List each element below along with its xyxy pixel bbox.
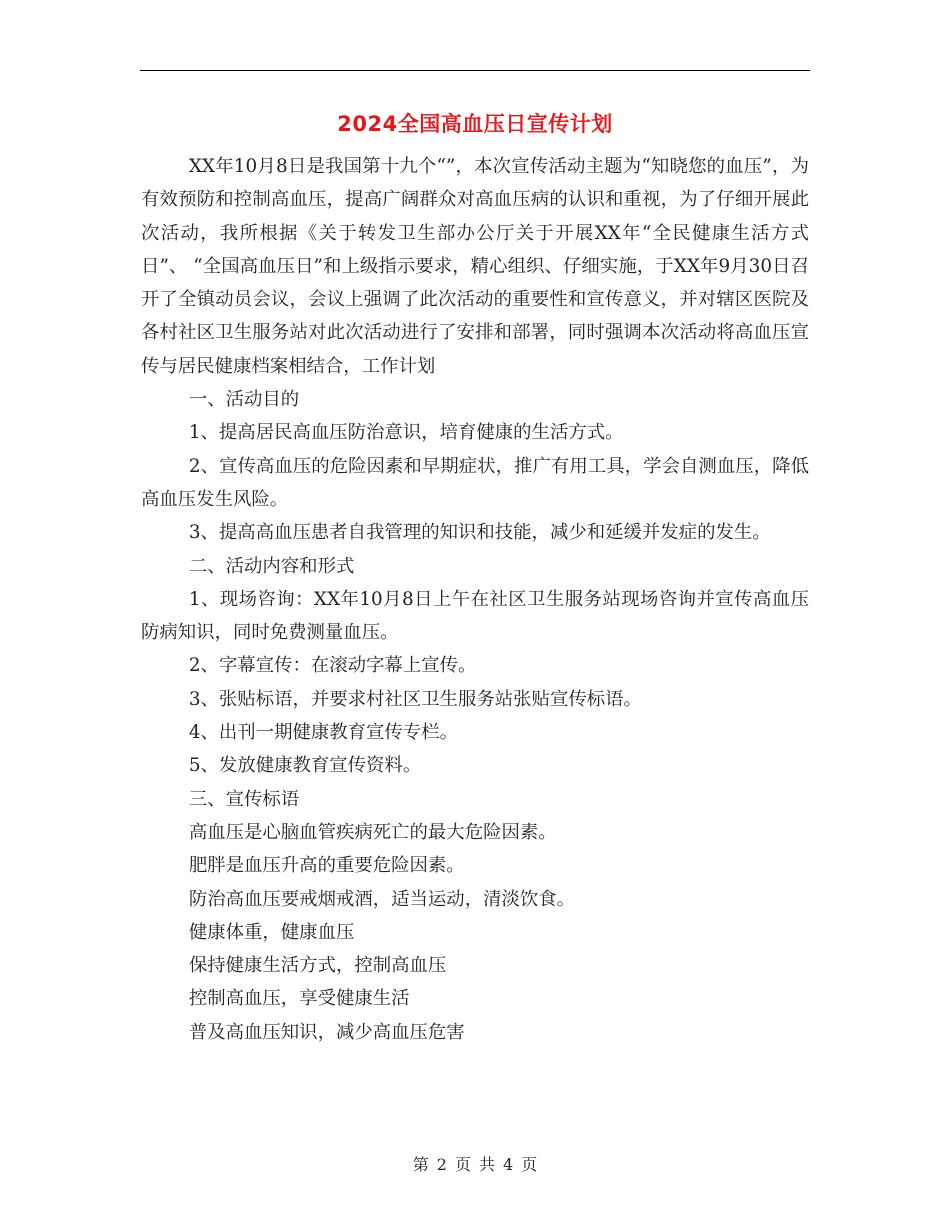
footer-page-word: 页 [454,1155,471,1174]
document-title: 2024全国高血压日宣传计划 [337,112,613,136]
footer-current-page: 2 [436,1155,447,1174]
purpose-item-2: 2、宣传高血压的危险因素和早期症状，推广有用工具，学会自测血压，降低高血压发生风险。 [141,455,809,510]
purpose-item-1: 1、提高居民高血压防治意识，培育健康的生活方式。 [188,422,624,444]
slogan-5: 保持健康生活方式，控制高血压 [188,955,447,977]
slogan-7: 普及高血压知识，减少高血压危害 [188,1021,465,1043]
footer-prefix: 第 [412,1155,429,1174]
slogan-6: 控制高血压，享受健康生活 [188,988,410,1010]
page-footer [0,1152,950,1175]
footer-total-pages: 4 [503,1155,514,1174]
intro-paragraph: XX年10月8日是我国第十九个“”，本次宣传活动主题为“知晓您的血压”，为有效预防和控制高血压，提高广阔群众对高血压病的认识和重视，为了仔细开展此次活动，我所根据《关于转发卫生部办公厅关于开展XX年“全民健康生活方式日”、 “全国高血压日”和上级指示要求，精心组织、仔细实施，于XX年9月30日召开了全镇动员会议，会议上强调了此次活动的重要性和宣传意义，并对辖区医院及各村社区卫生服务站对此次活动进行了安排和部署，同时强调本次活动将高血压宣传与居民健康档案相结合，工作计划 [141,156,809,377]
content-item-3: 3、张贴标语，并要求村社区卫生服务站张贴宣传标语。 [188,688,642,710]
content-item-2: 2、字幕宣传：在滚动字幕上宣传。 [188,655,477,677]
purpose-item-3: 3、提高高血压患者自我管理的知识和技能，减少和延缓并发症的发生。 [188,522,771,544]
content-item-5: 5、发放健康教育宣传资料。 [188,755,422,777]
header-rule [140,70,810,71]
content-item-1: 1、现场咨询：XX年10月8日上午在社区卫生服务站现场咨询并宣传高血压防病知识，同时免费测量血压。 [141,588,809,644]
section-heading-slogans: 三、宣传标语 [188,788,300,810]
footer-suffix: 页 [521,1155,538,1174]
slogan-3: 防治高血压要戒烟戒酒，适当运动，清淡饮食。 [188,888,576,910]
slogan-2: 肥胖是血压升高的重要危险因素。 [188,855,465,877]
footer-total-word: 共 [479,1155,496,1174]
slogan-1: 高血压是心脑血管疾病死亡的最大危险因素。 [188,821,557,843]
slogan-4: 健康体重，健康血压 [188,921,355,943]
document-body [141,150,809,1049]
section-heading-content: 二、活动内容和形式 [188,555,355,577]
section-heading-purpose: 一、活动目的 [188,389,300,411]
content-item-4: 4、出刊一期健康教育宣传专栏。 [188,722,458,744]
